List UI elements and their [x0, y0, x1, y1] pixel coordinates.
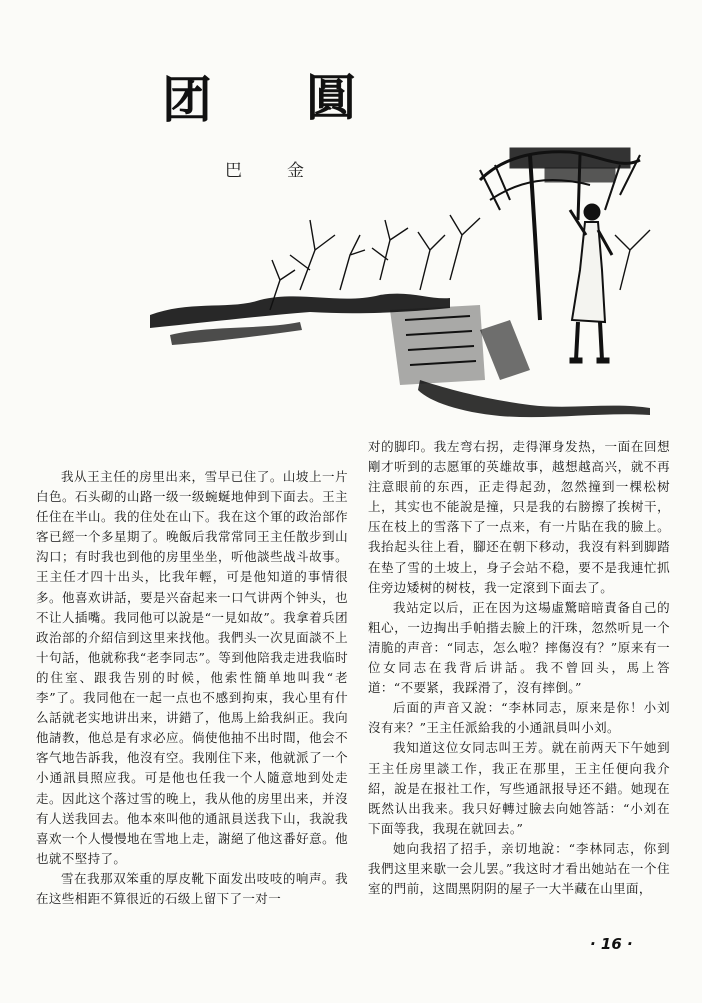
page-number: · 16 ·: [590, 935, 633, 953]
paragraph: 对的脚印。我左弯右拐，走得渾身发热，一面在回想剛才听到的志愿軍的英雄故事，越想越高兴，就不再注意眼前的东西，正走得起劲，忽然撞到一棵松树上，其实也不能說是撞，只是我的右膀擦了挨树干，压在枝上的雪落下了一点来，有一片貼在我的臉上。我抬起头往上看，腳还在朝下移动，我沒有料到脚踏在垫了雪的土坡上，身子会站不稳，要不是我連忙抓住旁边矮树的树枝，我一定滾到下面去了。: [368, 439, 670, 595]
snowy-hillside-illustration: [150, 140, 670, 430]
paragraph: 后面的声音又說：“李林同志，原来是你！小刘沒有来？”王主任派給我的小通訊員叫小刘。: [368, 700, 670, 736]
title-char-2: 圓: [306, 69, 356, 127]
paragraph: 我从王主任的房里出来，雪早已住了。山坡上一片白色。石头砌的山路一级一级蜿蜒地伸到下面去。王主任住在半山。我的住处在山下。我在这个軍的政治部作客已經一个多星期了。晚飯后我常常同王主任散步到山沟口；有时我也到他的房里坐坐，听他談些战斗故事。王主任才四十出头，比我年輕，可是他知道的事情很多。他喜欢讲話，要是兴奋起来一口气讲两个钟头，也不让人插嘴。我同他可以說是“一見如故”。我拿着兵团政治部的介紹信到这里来找他。我們头一次見面談不上十句話，他就称我“老李同志”。等到他陪我走进我临时的住室、跟我告别的时候，他索性簡单地叫我“老李”了。我同他在一起一点也不感到拘束，我心里有什么話就老实地讲出来，讲錯了，他馬上給我糾正。我向他請教，他总是有求必应。倘使他抽不出时間，他会不客气地告訴我，他沒有空。我刚住下来，他就派了一个小通訊員照应我。可是他也任我一个人隨意地到处走走。因此这个落过雪的晚上，我从他的房里出来，并沒有人送我回去。他本來叫他的通訊員送我下山，我說我喜欢一个人慢慢地在雪地上走，謝絕了他这番好意。他也就不堅持了。: [36, 469, 348, 866]
article-column-right: [368, 437, 670, 899]
paragraph: 雪在我那双笨重的厚皮靴下面发出吱吱的响声。我在这些相距不算很近的石级上留下了一对一: [36, 870, 348, 906]
paragraph: 我站定以后，正在因为这場虛驚暗暗責备自己的粗心，一边掏出手帕揩去臉上的汗珠，忽然听見一个清脆的声音：“同志，怎么啦？摔傷沒有？”原来有一位女同志在我背后讲話。我不曾回头，馬上答道：“不要紧，我踩滑了，沒有摔倒。”: [368, 599, 670, 696]
article-column-left: [36, 467, 348, 909]
woman-figure-illustration: [570, 204, 612, 363]
pine-tree-illustration: [480, 148, 640, 320]
author-char-1: 巴: [225, 161, 242, 181]
paragraph: 我知道这位女同志叫王芳。就在前两天下午她到王主任房里談工作，我正在那里，王主任便向我介紹，說是在报社工作，写些通訊报导还不錯。她现在既然认出我来。我只好轉过臉去向她答話：“小刘在下面等我，我現在就回去。”: [368, 740, 670, 836]
author-char-2: 金: [287, 161, 304, 181]
title-char-1: 团: [162, 71, 212, 129]
paragraph: 她向我招了招手，亲切地說：“李林同志，你到我們这里来歇一会儿罢。”我这时才看出她站在一个住室的門前，这間黑阴阴的屋子一大半藏在山里面，: [368, 840, 670, 897]
